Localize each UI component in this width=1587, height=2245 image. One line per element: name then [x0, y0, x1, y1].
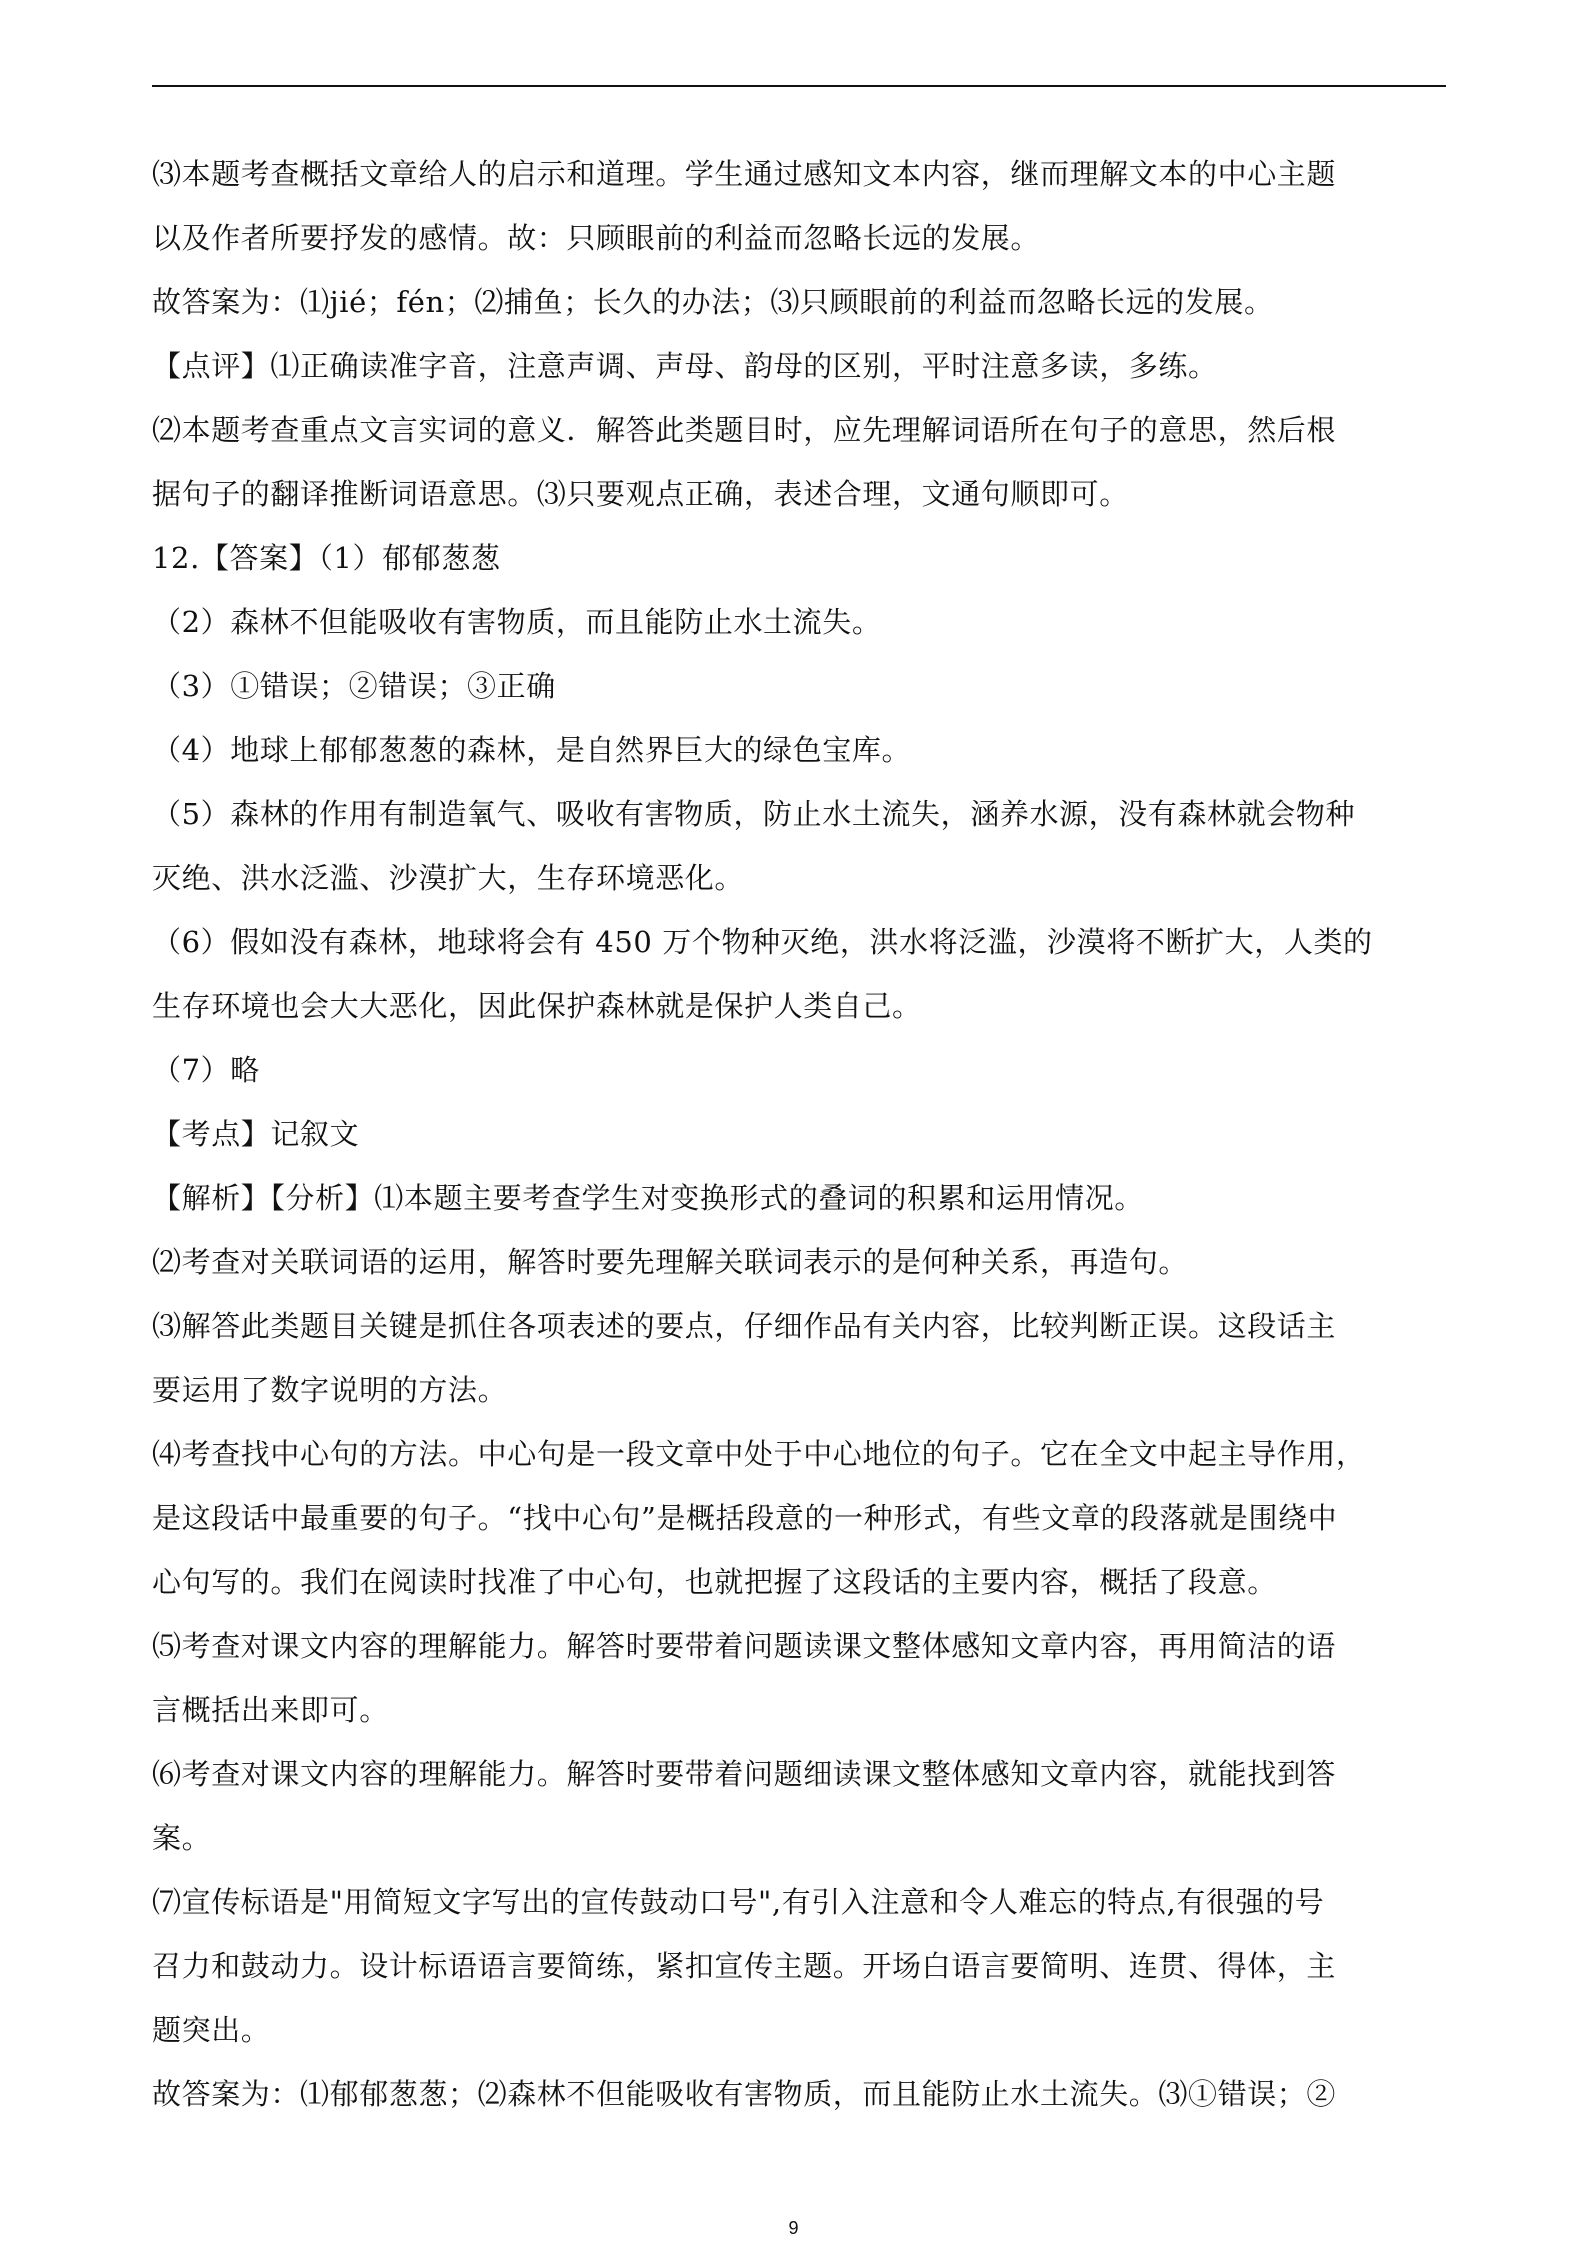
text-line: （4）地球上郁郁葱葱的森林，是自然界巨大的绿色宝库。 — [152, 733, 912, 767]
page-number: 9 — [788, 2218, 799, 2238]
text-line: 【点评】⑴正确读准字音，注意声调、声母、韵母的区别，平时注意多读，多练。 — [152, 349, 1218, 383]
text-line: 故答案为：⑴jié；fén；⑵捕鱼；长久的办法；⑶只顾眼前的利益而忽略长远的发展。 — [152, 285, 1274, 319]
text-line: 心句写的。我们在阅读时找准了中心句，也就把握了这段话的主要内容，概括了段意。 — [152, 1565, 1277, 1599]
text-line: 【解析】【分析】⑴本题主要考查学生对变换形式的叠词的积累和运用情况。 — [152, 1181, 1144, 1215]
text-line: 召力和鼓动力。设计标语语言要简练，紧扣宣传主题。开场白语言要简明、连贯、得体，主 — [152, 1949, 1337, 1983]
text-line: ⑺宣传标语是"用简短文字写出的宣传鼓动口号",有引入注意和令人难忘的特点,有很强的号 — [152, 1885, 1325, 1919]
text-line: （7）略 — [152, 1053, 260, 1087]
text-line: 灭绝、洪水泛滥、沙漠扩大，生存环境恶化。 — [152, 861, 745, 895]
text-line: 言概括出来即可。 — [152, 1693, 389, 1727]
document-body — [152, 157, 1448, 2141]
text-line: 12.【答案】（1）郁郁葱葱 — [152, 541, 501, 575]
text-line: 生存环境也会大大恶化，因此保护森林就是保护人类自己。 — [152, 989, 922, 1023]
text-line: 故答案为：⑴郁郁葱葱；⑵森林不但能吸收有害物质，而且能防止水土流失。⑶①错误；② — [152, 2077, 1337, 2111]
text-line: ⑷考查找中心句的方法。中心句是一段文章中处于中心地位的句子。它在全文中起主导作用， — [152, 1437, 1366, 1471]
text-line: ⑹考查对课文内容的理解能力。解答时要带着问题细读课文整体感知文章内容，就能找到答 — [152, 1757, 1337, 1791]
text-line: 【考点】记叙文 — [152, 1117, 360, 1151]
header-rule — [152, 85, 1446, 87]
text-line: （2）森林不但能吸收有害物质，而且能防止水土流失。 — [152, 605, 882, 639]
text-line: ⑵考查对关联词语的运用，解答时要先理解关联词表示的是何种关系，再造句。 — [152, 1245, 1189, 1279]
text-line: （6）假如没有森林，地球将会有 450 万个物种灭绝，洪水将泛滥，沙漠将不断扩大，人类的 — [152, 925, 1373, 959]
text-line: 案。 — [152, 1821, 212, 1855]
text-line: 是这段话中最重要的句子。“找中心句”是概括段意的一种形式，有些文章的段落就是围绕中 — [152, 1501, 1338, 1535]
text-line: 据句子的翻译推断词语意思。⑶只要观点正确，表述合理，文通句顺即可。 — [152, 477, 1129, 511]
text-line: ⑶解答此类题目关键是抓住各项表述的要点，仔细作品有关内容，比较判断正误。这段话主 — [152, 1309, 1337, 1343]
text-line: 题突出。 — [152, 2013, 271, 2047]
text-line: ⑶本题考查概括文章给人的启示和道理。学生通过感知文本内容，继而理解文本的中心主题 — [152, 157, 1337, 191]
text-line: ⑸考查对课文内容的理解能力。解答时要带着问题读课文整体感知文章内容，再用简洁的语 — [152, 1629, 1337, 1663]
text-line: （3）①错误；②错误；③正确 — [152, 669, 556, 703]
text-line: ⑵本题考查重点文言实词的意义．解答此类题目时，应先理解词语所在句子的意思，然后根 — [152, 413, 1337, 447]
text-line: （5）森林的作用有制造氧气、吸收有害物质，防止水土流失，涵养水源，没有森林就会物种 — [152, 797, 1356, 831]
text-line: 以及作者所要抒发的感情。故：只顾眼前的利益而忽略长远的发展。 — [152, 221, 1041, 255]
text-line: 要运用了数字说明的方法。 — [152, 1373, 508, 1407]
